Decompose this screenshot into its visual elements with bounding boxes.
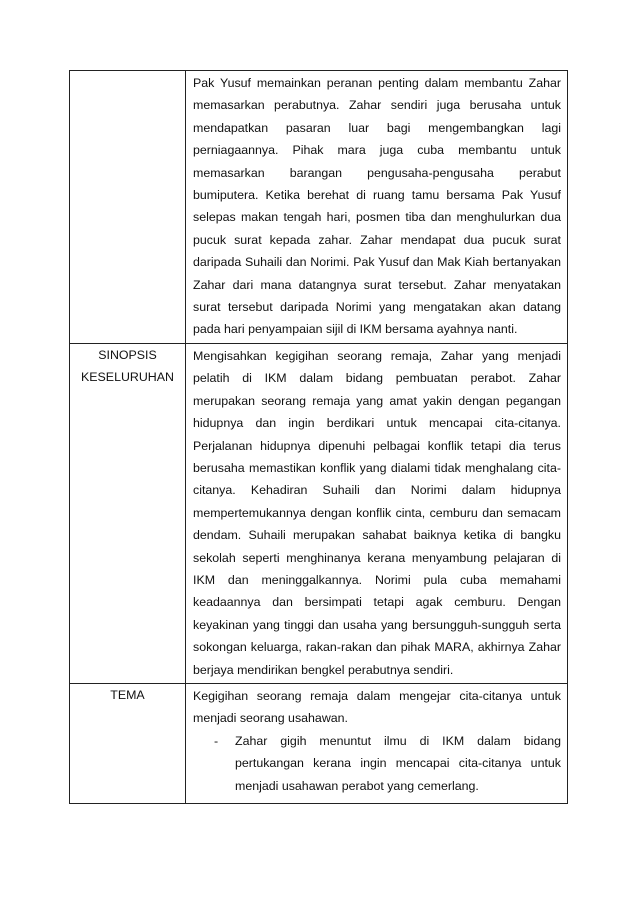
label-keseluruhan: KESELURUHAN	[81, 370, 174, 385]
story-paragraph: Pak Yusuf memainkan peranan penting dalam membantu Zahar memasarkan perabutnya. Zahar sendiri juga berusaha untuk mendapatkan pasaran luar bagi mengembangkan lagi perniagaannya. Pihak mara juga cuba membantu untuk memasarkan barangan pengusaha-pengusaha perabut bumiputera. Ketika berehat di ruang tamu bersama Pak Yusuf selepas makan tengah hari, posmen tiba dan menghulurkan dua pucuk surat kepada zahar. Zahar mendapat dua pucuk surat daripada Suhaili dan Norimi. Pak Yusuf dan Mak Kiah bertanyakan Zahar dari mana datangnya surat tersebut. Zahar menyatakan surat tersebut daripada Norimi yang mengatakan akan datang pada hari penyampaian sijil di IKM bersama ayahnya nanti.	[193, 76, 561, 337]
table-row-story	[70, 71, 568, 344]
row-content-story	[186, 71, 568, 344]
row-label-sinopsis	[70, 343, 186, 683]
sinopsis-paragraph: Mengisahkan kegigihan seorang remaja, Zahar yang menjadi pelatih di IKM dalam bidang pembuatan perabot. Zahar merupakan seorang remaja yang amat yakin dengan pegangan hidupnya dan ingin berdikari untuk mencapai cita-citanya. Perjalanan hidupnya dipenuhi pelbagai konflik tetapi dia terus berusaha memastikan konflik yang dialami tidak menghalang cita-citanya. Kehadiran Suhaili dan Norimi dalam hidupnya mempertemukannya dengan konflik cinta, cemburu dan semacam dendam. Suhaili merupakan sahabat baiknya ketika di bangku sekolah seperti menghinanya kerana menyambung pelajaran di IKM dan meninggalkannya. Norimi pula cuba memahami keadaannya dan bersimpati tetapi agak cemburu. Dengan keyakinan yang tinggi dan usaha yang bersungguh-sungguh serta sokongan keluarga, rakan-rakan dan pihak MARA, akhirnya Zahar berjaya mendirikan bengkel perabutnya sendiri.	[193, 348, 561, 677]
tema-bullet-item	[214, 730, 561, 797]
dash-marker: -	[214, 733, 219, 748]
label-sinopsis: SINOPSIS	[98, 347, 157, 362]
tema-bullet-text: Zahar gigih menuntut ilmu di IKM dalam bidang pertukangan kerana ingin mencapai cita-citanya untuk menjadi usahawan perabot yang cemerlang.	[235, 733, 561, 793]
label-tema: TEMA	[110, 687, 145, 702]
row-label-empty	[70, 71, 186, 344]
document-table	[69, 70, 568, 804]
row-content-sinopsis	[186, 343, 568, 683]
row-label-tema	[70, 683, 186, 803]
row-content-tema	[186, 683, 568, 803]
table-row-sinopsis	[70, 343, 568, 683]
tema-paragraph: Kegigihan seorang remaja dalam mengejar cita-citanya untuk menjadi seorang usahawan.	[193, 688, 561, 726]
table-row-tema	[70, 683, 568, 803]
